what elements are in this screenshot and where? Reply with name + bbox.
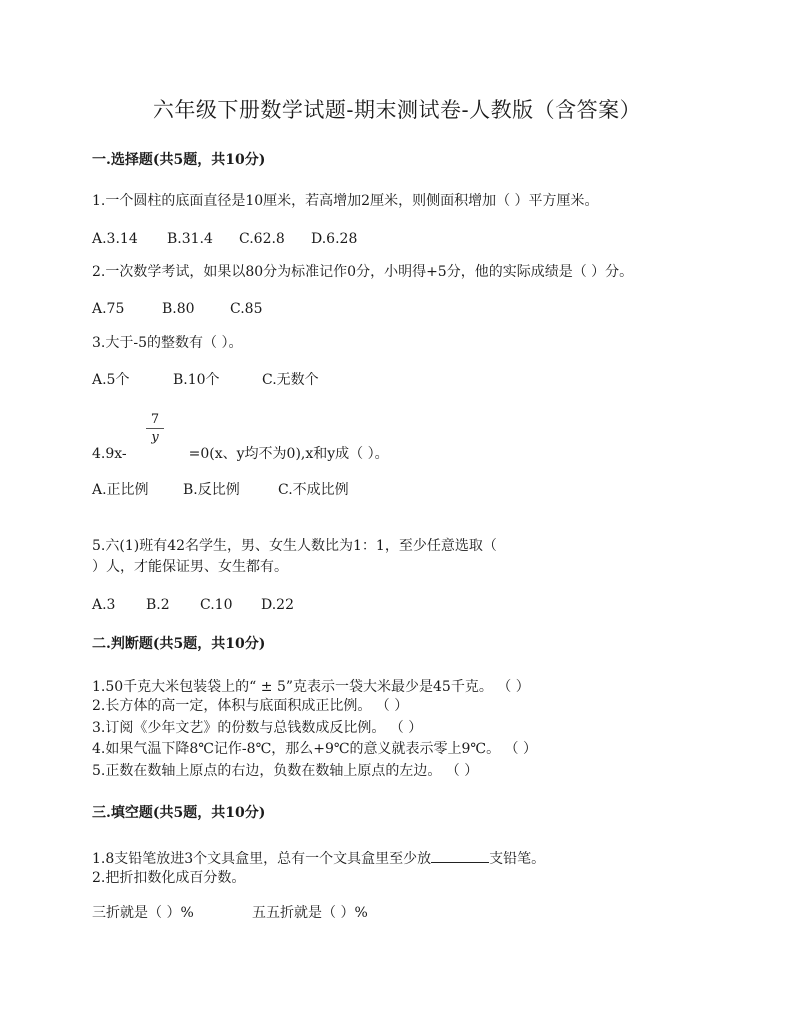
question-text: 2.一次数学考试，如果以80分为标准记作0分，小明得+5分，他的实际成绩是（ ）分。 bbox=[92, 264, 634, 280]
question-text-line2: ）人，才能保证男、女生都有。 bbox=[92, 559, 288, 575]
question-prefix: 4.9x- bbox=[92, 446, 127, 462]
document-title: 六年级下册数学试题-期末测试卷-人教版（含答案） bbox=[152, 98, 642, 122]
option: B.2 bbox=[146, 597, 170, 613]
option: C.10 bbox=[200, 597, 233, 613]
question-options bbox=[92, 596, 294, 614]
option: B.31.4 bbox=[167, 231, 213, 247]
question-options bbox=[92, 481, 349, 499]
judgement-item: 4.如果气温下降8℃记作-8℃，那么+9℃的意义就表示零上9℃。 （ ） bbox=[92, 741, 537, 757]
question-text-line1: 5.六(1)班有42名学生，男、女生人数比为1：1，至少任意选取（ bbox=[92, 538, 497, 554]
judgement-item: 1.50千克大米包装袋上的“ ± 5”克表示一袋大米最少是45千克。 （ ） bbox=[92, 679, 530, 695]
fill-subquestion: 三折就是（ ）% bbox=[92, 905, 194, 921]
question-options bbox=[92, 230, 357, 248]
option: A.75 bbox=[92, 301, 125, 317]
option: A.3 bbox=[92, 597, 116, 613]
option: A.3.14 bbox=[92, 231, 138, 247]
section-heading-fill: 三.填空题(共5题，共10分) bbox=[92, 805, 266, 821]
fraction-denominator: y bbox=[151, 430, 159, 445]
fill-question-text: 支铅笔。 bbox=[489, 851, 546, 867]
option: C.无数个 bbox=[262, 372, 319, 388]
question-text: 3.大于-5的整数有（ ）。 bbox=[92, 335, 243, 351]
option: C.62.8 bbox=[239, 231, 285, 247]
option: C.不成比例 bbox=[278, 482, 349, 498]
option: A.5个 bbox=[92, 372, 130, 388]
question-options bbox=[92, 371, 319, 389]
fill-subquestions bbox=[92, 904, 368, 922]
question-text bbox=[92, 445, 389, 463]
option: C.85 bbox=[230, 301, 263, 317]
question-options bbox=[92, 300, 262, 318]
fill-question-text: 1.8支铅笔放进3个文具盒里，总有一个文具盒里至少放 bbox=[92, 851, 432, 867]
option: D.6.28 bbox=[311, 231, 358, 247]
fraction-numerator: 7 bbox=[150, 412, 160, 427]
answer-blank[interactable] bbox=[431, 848, 489, 863]
option: B.反比例 bbox=[183, 482, 240, 498]
fill-subquestion: 五五折就是（ ）% bbox=[252, 905, 368, 921]
fill-question bbox=[92, 848, 545, 868]
fill-question: 2.把折扣数化成百分数。 bbox=[92, 870, 246, 886]
question-suffix: =0(x、y均不为0),x和y成（ ）。 bbox=[188, 446, 389, 462]
section-heading-judgement: 二.判断题(共5题，共10分) bbox=[92, 636, 266, 652]
section-heading-choice: 一.选择题(共5题，共10分) bbox=[92, 152, 266, 168]
option: D.22 bbox=[261, 597, 294, 613]
option: B.80 bbox=[162, 301, 195, 317]
fraction-7-over-y bbox=[146, 412, 164, 445]
fraction-bar bbox=[146, 428, 164, 429]
judgement-item: 5.正数在数轴上原点的右边，负数在数轴上原点的左边。 （ ） bbox=[92, 763, 479, 779]
option: A.正比例 bbox=[92, 482, 149, 498]
question-text: 1.一个圆柱的底面直径是10厘米，若高增加2厘米，则侧面积增加（ ）平方厘米。 bbox=[92, 193, 599, 209]
judgement-item: 3.订阅《少年文艺》的份数与总钱数成反比例。 （ ） bbox=[92, 720, 423, 736]
option: B.10个 bbox=[173, 372, 220, 388]
judgement-item: 2.长方体的高一定，体积与底面积成正比例。 （ ） bbox=[92, 698, 409, 714]
